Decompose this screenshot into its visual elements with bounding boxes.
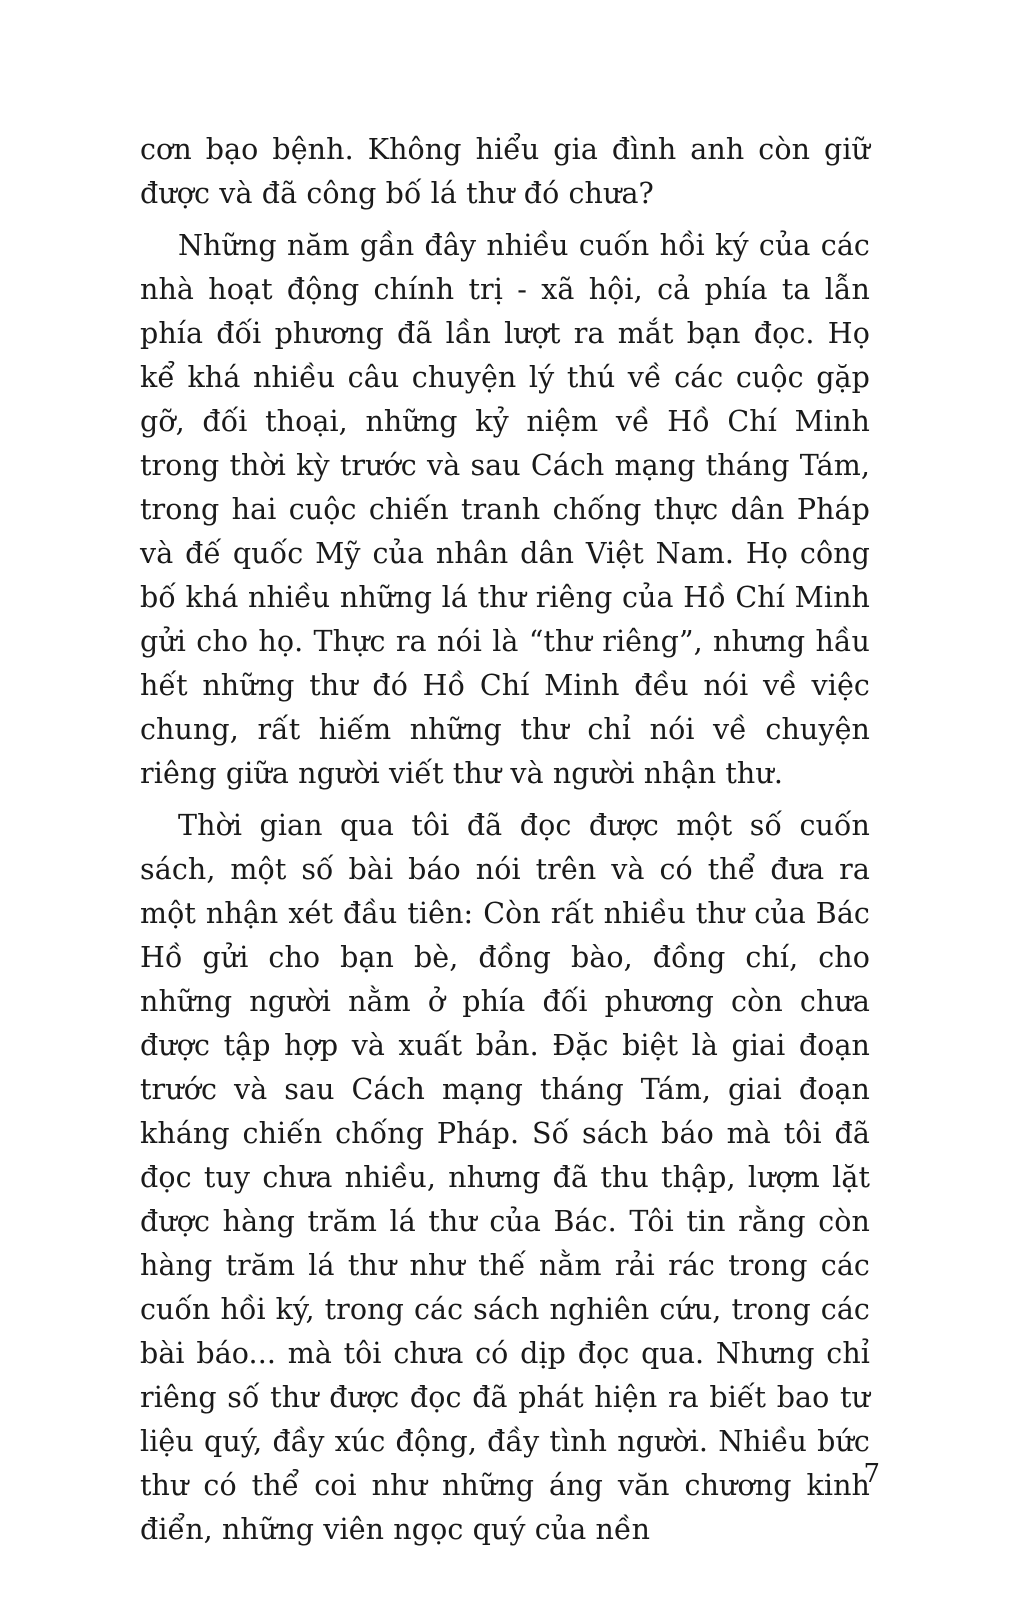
- paragraph-3: Thời gian qua tôi đã đọc được một số cuốn sách, một số bài báo nói trên và có thể đưa ra một nhận xét đầu tiên: Còn rất nhiều thư của Bác Hồ gửi cho bạn bè, đồng bào, đồng chí, cho những người nằm ở phía đối phương còn chưa được tập hợp và xuất bản. Đặc biệt là giai đoạn trước và sau Cách mạng tháng Tám, giai đoạn kháng chiến chống Pháp. Số sách báo mà tôi đã đọc tuy chưa nhiều, nhưng đã thu thập, lượm lặt được hàng trăm lá thư của Bác. Tôi tin rằng còn hàng trăm lá thư như thế nằm rải rác trong các cuốn hồi ký, trong các sách nghiên cứu, trong các bài báo... mà tôi chưa có dịp đọc qua. Nhưng chỉ riêng số thư được đọc đã phát hiện ra biết bao tư liệu quý, đầy xúc động, đầy tình người. Nhiều bức thư có thể coi như những áng văn chương kinh điển, những viên ngọc quý của nền: [140, 809, 870, 1546]
- paragraph-2: Những năm gần đây nhiều cuốn hồi ký của các nhà hoạt động chính trị - xã hội, cả phía ta lẫn phía đối phương đã lần lượt ra mắt bạn đọc. Họ kể khá nhiều câu chuyện lý thú về các cuộc gặp gỡ, đối thoại, những kỷ niệm về Hồ Chí Minh trong thời kỳ trước và sau Cách mạng tháng Tám, trong hai cuộc chiến tranh chống thực dân Pháp và đế quốc Mỹ của nhân dân Việt Nam. Họ công bố khá nhiều những lá thư riêng của Hồ Chí Minh gửi cho họ. Thực ra nói là “thư riêng”, nhưng hầu hết những thư đó Hồ Chí Minh đều nói về việc chung, rất hiếm những thư chỉ nói về chuyện riêng giữa người viết thư và người nhận thư.: [140, 229, 870, 790]
- paragraph-1: cơn bạo bệnh. Không hiểu gia đình anh còn giữ được và đã công bố lá thư đó chưa?: [140, 133, 870, 210]
- page-number: 7: [863, 1459, 880, 1489]
- body-text: [140, 128, 870, 1560]
